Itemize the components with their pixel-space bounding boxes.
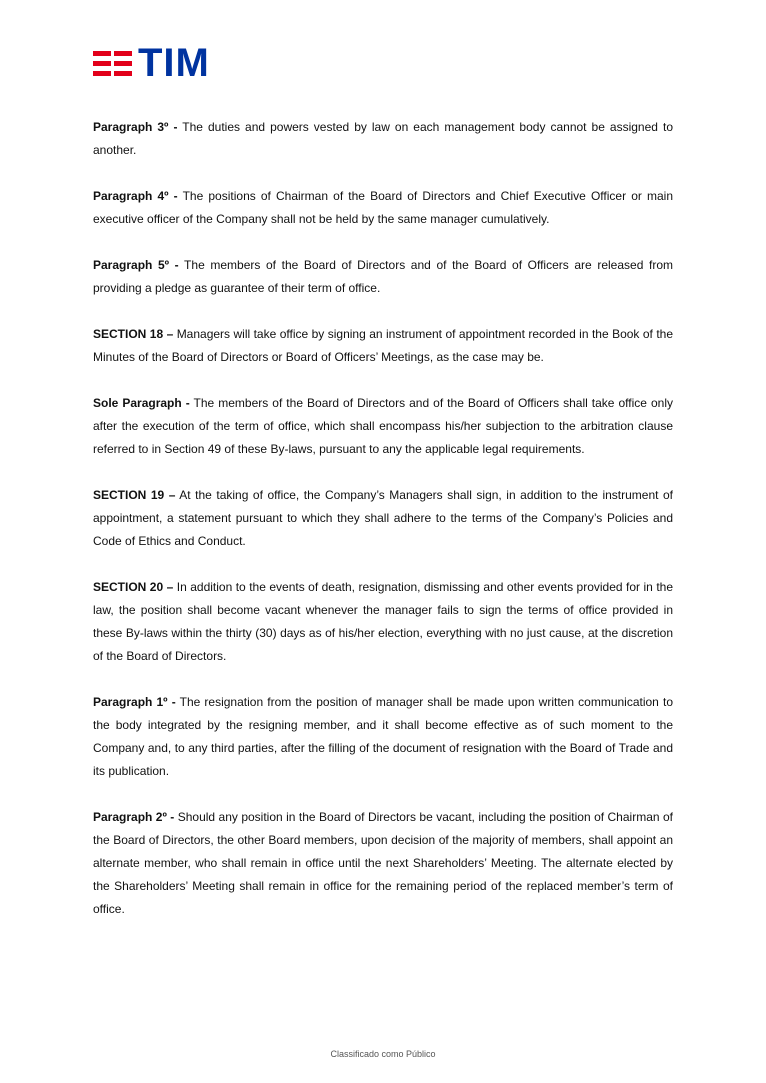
section-20 xyxy=(93,576,673,668)
section-18 xyxy=(93,323,673,369)
section-text: In addition to the events of death, resignation, dismissing and other events provided for in the law, the position shall become vacant whenever the manager fails to sign the terms of office provided in these By-laws within the thirty (30) days as of his/her election, everything with no just cause, at the discretion of the Board of Directors. xyxy=(93,580,673,663)
paragraph-text: The members of the Board of Directors and of the Board of Officers are released from providing a pledge as guarantee of their term of office. xyxy=(93,258,674,295)
document-body xyxy=(93,116,673,944)
paragraph-lead: Paragraph 5º - xyxy=(93,258,179,272)
paragraph-lead: Paragraph 1º - xyxy=(93,695,176,709)
tim-logo xyxy=(93,43,210,83)
sole-paragraph xyxy=(93,392,673,461)
section-lead: SECTION 18 – xyxy=(93,327,174,341)
section-lead: SECTION 20 – xyxy=(93,580,174,594)
paragraph-lead: Paragraph 4º - xyxy=(93,189,178,203)
tim-logo-text: TIM xyxy=(138,41,210,85)
paragraph-lead: Sole Paragraph - xyxy=(93,396,190,410)
paragraph-2 xyxy=(93,806,673,921)
classification-footer: Classificado como Público xyxy=(330,1049,436,1059)
paragraph-1 xyxy=(93,691,673,783)
paragraph-text: The members of the Board of Directors and of the Board of Officers shall take office only after the execution of the term of office, which shall encompass his/her subjection to the arbitration clause referred to in Section 49 of these By-laws, pursuant to any the applicable legal requirements. xyxy=(93,396,673,456)
paragraph-lead: Paragraph 3º - xyxy=(93,120,178,134)
paragraph-text: The duties and powers vested by law on each management body cannot be assigned to another. xyxy=(93,120,673,157)
paragraph-3 xyxy=(93,116,673,162)
section-19 xyxy=(93,484,673,553)
paragraph-text: The positions of Chairman of the Board of Directors and Chief Executive Officer or main executive officer of the Company shall not be held by the same manager cumulatively. xyxy=(93,189,674,226)
paragraph-4 xyxy=(93,185,673,231)
section-text: Managers will take office by signing an instrument of appointment recorded in the Book of the Minutes of the Board of Directors or Board of Officers’ Meetings, as the case may be. xyxy=(93,327,673,364)
tim-logo-icon xyxy=(93,51,132,76)
paragraph-text: Should any position in the Board of Directors be vacant, including the position of Chairman of the Board of Directors, the other Board members, upon decision of the majority of members, shall appoint an alternate member, who shall remain in office until the next Shareholders’ Meeting. The alternate elected by the Shareholders’ Meeting shall remain in office for the remaining period of the replaced member’s term of office. xyxy=(93,810,673,916)
paragraph-lead: Paragraph 2º - xyxy=(93,810,175,824)
paragraph-text: The resignation from the position of manager shall be made upon written communication to the body integrated by the resigning member, and it shall become effective as of such moment to the Company and, to any third parties, after the filling of the document of resignation with the Board of Trade and its publication. xyxy=(93,695,673,778)
section-text: At the taking of office, the Company’s Managers shall sign, in addition to the instrument of appointment, a statement pursuant to which they shall adhere to the terms of the Company’s Policies and Code of Ethics and Conduct. xyxy=(93,488,674,548)
section-lead: SECTION 19 – xyxy=(93,488,176,502)
paragraph-5 xyxy=(93,254,673,300)
